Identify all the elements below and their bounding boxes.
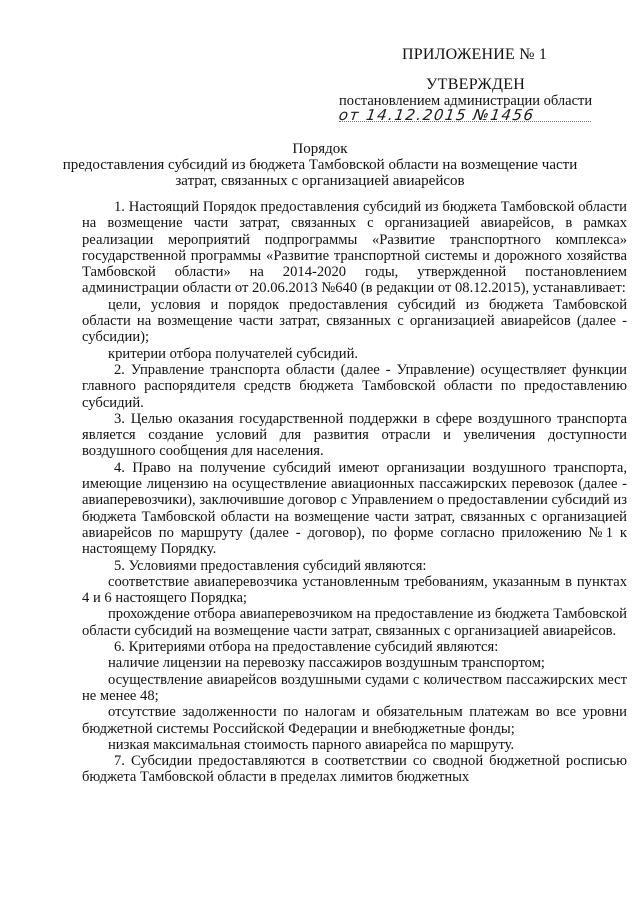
paragraph-2: 2. Управление транспорта области (далее - Управление) осуществляет функции главного распорядителя средств бюджета Тамбовской области по предоставлению субсидий. [82, 361, 627, 411]
handwritten-date-number: от 14.12.2015 №1456 [337, 106, 536, 124]
approved-by-line: постановлением администрации области [339, 93, 593, 109]
appendix-label: ПРИЛОЖЕНИЕ № 1 [402, 46, 548, 63]
paragraph-6-item-3: отсутствие задолженности по налогам и обязательным платежам во все уровни бюджетной системы Российской Федерации и внебюджетные фонды; [82, 704, 627, 737]
paragraph-5-item-2: прохождение отбора авиаперевозчиком на предоставление из бюджета Тамбовской области субсидий на возмещение части затрат, связанных с организацией авиарейсов. [82, 606, 627, 639]
paragraph-4: 4. Право на получение субсидий имеют организации воздушного транспорта, имеющие лицензию на осуществление авиационных пассажирских перевозок (далее - авиаперевозчики), заключившие договор с Управлением о предоставлении субсидий из бюджета Тамбовской области на возмещение части затрат, связанных с организацией авиарейсов по маршруту (далее - договор), по форме согласно приложению №1 к настоящему Порядку. [82, 459, 627, 558]
document-title: Порядок [292, 141, 348, 157]
handwriting-underline [339, 121, 591, 123]
paragraph-7: 7. Субсидии предоставляются в соответствии со сводной бюджетной росписью бюджета Тамбовской области в пределах лимитов бюджетных [82, 753, 627, 786]
document-body [82, 199, 627, 786]
paragraph-1: 1. Настоящий Порядок предоставления субсидий из бюджета Тамбовской области на возмещение части затрат, связанных с организацией авиарейсов, в рамках реализации мероприятий подпрограммы «Развитие транспортного комплекса» государственной программы «Развитие транспортной системы и дорожного хозяйства Тамбовской области» на 2014-2020 годы, утвержденной постановлением администрации области от 20.06.2013 №640 (в редакции от 08.12.2015), устанавливает: [82, 199, 627, 297]
paragraph-3: 3. Целью оказания государственной поддержки в сфере воздушного транспорта является создание условий для развития отрасли и увеличения доступности воздушного сообщения для населения. [82, 410, 627, 460]
paragraph-5: 5. Условиями предоставления субсидий являются: [114, 557, 427, 574]
document-subtitle-line-2: затрат, связанных с организацией авиарейсов [175, 173, 465, 189]
document-subtitle-line-1: предоставления субсидий из бюджета Тамбовской области на возмещение части [62, 157, 578, 173]
paragraph-6-item-1: наличие лицензии на перевозку пассажиров воздушным транспортом; [108, 655, 545, 672]
paragraph-6-item-2: осуществление авиарейсов воздушными судами с количеством пассажирских мест не менее 48; [82, 671, 627, 704]
paragraph-6: 6. Критериями отбора на предоставление субсидий являются: [114, 639, 499, 656]
paragraph-5-item-1: соответствие авиаперевозчика установленным требованиям, указанным в пунктах 4 и 6 настоящего Порядка; [82, 573, 627, 607]
paragraph-1-criteria: критерии отбора получателей субсидий. [108, 345, 359, 362]
approved-label: УТВЕРЖДЕН [426, 76, 526, 93]
paragraph-6-item-4: низкая максимальная стоимость парного авиарейса по маршруту. [108, 736, 515, 753]
paragraph-1-goals: цели, условия и порядок предоставления субсидий из бюджета Тамбовской области на возмещение части затрат, связанных с организацией авиарейсов (далее - субсидии); [82, 296, 627, 346]
